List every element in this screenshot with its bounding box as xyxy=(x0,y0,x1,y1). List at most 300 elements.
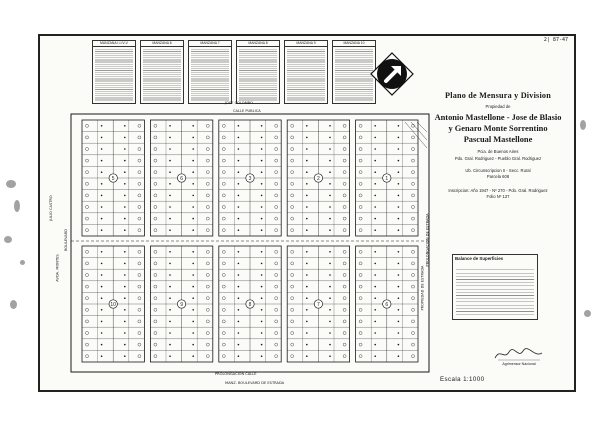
lot-marker xyxy=(138,159,141,162)
surveyor-stamp xyxy=(490,346,548,382)
lot-dot xyxy=(169,195,171,197)
lot-dot xyxy=(306,137,308,139)
lot-marker xyxy=(343,297,346,300)
lot-dot xyxy=(238,218,240,220)
lot-marker xyxy=(359,136,362,139)
lot-marker xyxy=(359,124,362,127)
scan-smudge xyxy=(10,300,17,309)
top-boundary-label: JOSE COLOMBO xyxy=(225,101,253,105)
lot-table-rows xyxy=(335,48,373,101)
lot-marker xyxy=(275,194,278,197)
lot-dot xyxy=(329,355,331,357)
lot-marker xyxy=(343,206,346,209)
lot-marker xyxy=(291,171,294,174)
lot-marker xyxy=(206,217,209,220)
lot-dot xyxy=(124,355,126,357)
lot-dot xyxy=(261,286,263,288)
block-number: 1 xyxy=(385,176,389,182)
area-balance-title: Balance de Superficies xyxy=(455,256,504,261)
scan-smudge xyxy=(4,236,12,243)
lot-marker xyxy=(222,250,225,253)
lot-marker xyxy=(206,274,209,277)
lot-dot xyxy=(238,344,240,346)
lot-marker xyxy=(412,136,415,139)
lot-marker xyxy=(138,343,141,346)
lot-dot xyxy=(398,297,400,299)
lot-marker xyxy=(275,124,278,127)
lot-dot xyxy=(238,309,240,311)
lot-dot xyxy=(398,263,400,265)
scan-smudge xyxy=(20,260,25,265)
lot-dot xyxy=(238,137,240,139)
lot-dot xyxy=(169,309,171,311)
lot-dot xyxy=(192,125,194,127)
lot-dot xyxy=(101,125,103,127)
lot-marker xyxy=(138,229,141,232)
scan-smudge xyxy=(580,120,586,130)
lot-marker xyxy=(138,206,141,209)
lot-marker xyxy=(291,136,294,139)
owner-line-2: y Genaro Monte Sorrentino xyxy=(448,124,548,133)
lot-dot xyxy=(329,297,331,299)
lot-table-rows xyxy=(287,48,325,101)
lot-dot xyxy=(306,309,308,311)
lot-marker xyxy=(138,148,141,151)
lot-table-header: MANZANA 10 xyxy=(333,41,375,47)
lot-dot xyxy=(169,263,171,265)
lot-marker xyxy=(222,285,225,288)
lot-dot xyxy=(238,160,240,162)
top-street-label: CALLE PUBLICA xyxy=(233,109,261,113)
lot-dot xyxy=(329,171,331,173)
block-number: 2 xyxy=(317,176,320,182)
lot-marker xyxy=(412,182,415,185)
lot-marker xyxy=(222,159,225,162)
block-number: 9 xyxy=(180,302,183,308)
lot-marker xyxy=(206,343,209,346)
lot-dot xyxy=(192,297,194,299)
lot-dot xyxy=(398,344,400,346)
lot-marker xyxy=(275,343,278,346)
lot-marker xyxy=(206,250,209,253)
lot-marker xyxy=(222,148,225,151)
lot-marker xyxy=(412,206,415,209)
lot-dot xyxy=(398,195,400,197)
lot-marker xyxy=(138,250,141,253)
lot-marker xyxy=(412,355,415,358)
lot-marker xyxy=(222,262,225,265)
lot-dot xyxy=(169,218,171,220)
lot-dot xyxy=(169,206,171,208)
lot-marker xyxy=(138,297,141,300)
lot-marker xyxy=(291,343,294,346)
lot-marker xyxy=(206,206,209,209)
lot-marker xyxy=(359,217,362,220)
lot-marker xyxy=(86,159,89,162)
lot-marker xyxy=(359,229,362,232)
lot-marker xyxy=(154,159,157,162)
subdivision-plan xyxy=(64,101,435,380)
lot-dot xyxy=(329,137,331,139)
lot-dot xyxy=(329,195,331,197)
lot-dot xyxy=(192,332,194,334)
lot-marker xyxy=(275,355,278,358)
lot-marker xyxy=(412,320,415,323)
lot-marker xyxy=(206,262,209,265)
lot-marker xyxy=(222,332,225,335)
lot-dot xyxy=(238,355,240,357)
lot-dot xyxy=(169,344,171,346)
lot-marker xyxy=(86,285,89,288)
lot-dot xyxy=(261,183,263,185)
lot-table-header: MANZANA 7 xyxy=(189,41,231,47)
lot-dot xyxy=(101,148,103,150)
lot-dot xyxy=(374,309,376,311)
lot-marker xyxy=(275,229,278,232)
lot-marker xyxy=(154,182,157,185)
lot-dot xyxy=(261,263,263,265)
lot-marker xyxy=(275,285,278,288)
lot-dot xyxy=(192,263,194,265)
lot-dot xyxy=(374,171,376,173)
lot-dot xyxy=(374,183,376,185)
lot-marker xyxy=(138,320,141,323)
lot-marker xyxy=(206,320,209,323)
lot-dot xyxy=(101,206,103,208)
lot-dot xyxy=(306,286,308,288)
lot-dot xyxy=(101,183,103,185)
lot-marker xyxy=(412,274,415,277)
lot-marker xyxy=(154,343,157,346)
lot-dot xyxy=(329,125,331,127)
inscription-line-2: Folio Nº 137 xyxy=(486,194,510,199)
lot-dot xyxy=(306,274,308,276)
lot-dot xyxy=(374,355,376,357)
sheet-code: 2| 87-47 xyxy=(543,37,568,43)
lot-dot xyxy=(169,286,171,288)
lot-dot xyxy=(169,229,171,231)
lot-dot xyxy=(192,251,194,253)
lot-dot xyxy=(374,160,376,162)
lot-marker xyxy=(154,194,157,197)
lot-dot xyxy=(306,218,308,220)
lot-table-rows xyxy=(143,48,181,101)
lot-marker xyxy=(291,148,294,151)
lot-marker xyxy=(412,229,415,232)
lot-dot xyxy=(169,171,171,173)
lot-dot xyxy=(261,274,263,276)
lot-marker xyxy=(343,285,346,288)
lot-dot xyxy=(306,263,308,265)
lot-dot xyxy=(261,344,263,346)
lot-marker xyxy=(275,297,278,300)
hatch-line xyxy=(411,122,427,140)
lot-dot xyxy=(169,332,171,334)
lot-marker xyxy=(86,320,89,323)
lot-marker xyxy=(343,148,346,151)
lot-dot xyxy=(398,160,400,162)
lot-marker xyxy=(222,274,225,277)
lot-marker xyxy=(86,343,89,346)
lot-dot xyxy=(374,344,376,346)
lot-dot xyxy=(261,229,263,231)
lot-marker xyxy=(291,308,294,311)
lot-dot xyxy=(306,344,308,346)
lot-marker xyxy=(138,308,141,311)
lot-marker xyxy=(222,320,225,323)
lot-marker xyxy=(86,217,89,220)
lot-dot xyxy=(192,148,194,150)
lot-dot xyxy=(398,251,400,253)
lot-marker xyxy=(359,343,362,346)
lot-dot xyxy=(192,274,194,276)
lot-dot xyxy=(101,297,103,299)
lot-dot xyxy=(124,171,126,173)
lot-marker xyxy=(291,124,294,127)
lot-dot xyxy=(101,309,103,311)
lot-table xyxy=(188,40,232,104)
lot-marker xyxy=(343,171,346,174)
lot-dot xyxy=(101,286,103,288)
north-arrow-icon xyxy=(370,52,414,96)
lot-marker xyxy=(206,308,209,311)
lot-marker xyxy=(343,229,346,232)
lot-marker xyxy=(86,171,89,174)
lot-dot xyxy=(192,355,194,357)
lot-dot xyxy=(124,125,126,127)
lot-marker xyxy=(291,217,294,220)
block-number: 5 xyxy=(111,176,115,182)
lot-marker xyxy=(343,262,346,265)
lot-dot xyxy=(398,309,400,311)
lot-dot xyxy=(306,148,308,150)
area-balance-table xyxy=(452,254,538,320)
lot-marker xyxy=(343,355,346,358)
scan-smudge xyxy=(6,180,16,188)
lot-marker xyxy=(206,136,209,139)
lot-marker xyxy=(154,124,157,127)
lot-marker xyxy=(275,148,278,151)
lot-dot xyxy=(261,160,263,162)
lot-dot xyxy=(101,355,103,357)
lot-dot xyxy=(306,321,308,323)
lot-marker xyxy=(222,136,225,139)
lot-tables xyxy=(92,40,380,104)
lot-dot xyxy=(169,125,171,127)
lot-marker xyxy=(206,182,209,185)
lot-dot xyxy=(101,229,103,231)
lot-marker xyxy=(343,274,346,277)
stamp-text: Agrimensor Nacional xyxy=(502,362,536,366)
lot-dot xyxy=(306,297,308,299)
owner-line-1: Antonio Mastellone - Jose de Blasio xyxy=(434,113,562,122)
lot-dot xyxy=(101,251,103,253)
lot-marker xyxy=(291,285,294,288)
lot-marker xyxy=(359,194,362,197)
lot-marker xyxy=(138,262,141,265)
lot-marker xyxy=(359,171,362,174)
lot-marker xyxy=(359,206,362,209)
lot-marker xyxy=(206,355,209,358)
location-line-2: Parcela 608 xyxy=(486,174,510,179)
lot-table xyxy=(236,40,280,104)
lot-marker xyxy=(412,148,415,151)
lot-dot xyxy=(169,148,171,150)
lot-marker xyxy=(154,274,157,277)
lot-dot xyxy=(124,274,126,276)
lot-marker xyxy=(291,206,294,209)
lot-marker xyxy=(206,159,209,162)
lot-marker xyxy=(222,229,225,232)
lot-dot xyxy=(169,137,171,139)
lot-marker xyxy=(154,148,157,151)
lot-dot xyxy=(398,183,400,185)
lot-table xyxy=(92,40,136,104)
lot-dot xyxy=(238,148,240,150)
lot-dot xyxy=(306,332,308,334)
lot-dot xyxy=(238,321,240,323)
lot-marker xyxy=(343,182,346,185)
lot-marker xyxy=(291,332,294,335)
lot-dot xyxy=(261,251,263,253)
lot-dot xyxy=(124,183,126,185)
left-boundary-label: JULIO CASTRO xyxy=(48,195,53,221)
lot-dot xyxy=(329,286,331,288)
lot-dot xyxy=(169,321,171,323)
lot-dot xyxy=(124,263,126,265)
lot-marker xyxy=(222,182,225,185)
scan-smudge xyxy=(584,310,591,317)
lot-table-rows xyxy=(191,48,229,101)
lot-dot xyxy=(261,125,263,127)
lot-marker xyxy=(86,194,89,197)
lot-marker xyxy=(86,124,89,127)
lot-marker xyxy=(86,229,89,232)
lot-marker xyxy=(222,194,225,197)
lot-marker xyxy=(412,194,415,197)
lot-marker xyxy=(86,182,89,185)
lot-dot xyxy=(261,218,263,220)
lot-dot xyxy=(238,274,240,276)
lot-marker xyxy=(138,194,141,197)
lot-marker xyxy=(359,297,362,300)
lot-marker xyxy=(154,171,157,174)
bottom-street-label: PROLONGACION CALLE xyxy=(215,372,257,376)
lot-dot xyxy=(306,355,308,357)
lot-marker xyxy=(359,159,362,162)
lot-marker xyxy=(412,308,415,311)
bottom-boundary-label: MANZ. BOULEVARD DE ESTRADA xyxy=(225,381,285,385)
lot-marker xyxy=(359,332,362,335)
lot-dot xyxy=(238,263,240,265)
province-line: Pcia. de Buenos Aires xyxy=(477,149,519,154)
left-avenue-label: AVDA. MONTES xyxy=(55,254,60,282)
lot-marker xyxy=(291,262,294,265)
lot-dot xyxy=(329,148,331,150)
hatch-line xyxy=(405,122,427,148)
lot-dot xyxy=(261,195,263,197)
lot-marker xyxy=(154,136,157,139)
lot-dot xyxy=(374,251,376,253)
lot-dot xyxy=(238,332,240,334)
lot-table-header: MANZANA I-I-IV-V xyxy=(93,41,135,47)
lot-dot xyxy=(306,160,308,162)
lot-dot xyxy=(124,218,126,220)
lot-marker xyxy=(206,124,209,127)
lot-dot xyxy=(169,183,171,185)
lot-dot xyxy=(374,218,376,220)
lot-dot xyxy=(124,344,126,346)
lot-dot xyxy=(238,125,240,127)
lot-marker xyxy=(206,148,209,151)
lot-dot xyxy=(306,195,308,197)
lot-marker xyxy=(412,217,415,220)
lot-dot xyxy=(261,332,263,334)
lot-marker xyxy=(291,297,294,300)
block-number: 10 xyxy=(110,302,116,308)
lot-marker xyxy=(206,332,209,335)
lot-marker xyxy=(138,285,141,288)
right-boundary-label: PROPIEDAD DE ESTRADA xyxy=(420,265,425,311)
lot-dot xyxy=(374,263,376,265)
lot-dot xyxy=(238,297,240,299)
lot-marker xyxy=(86,148,89,151)
lot-marker xyxy=(275,250,278,253)
lot-marker xyxy=(343,320,346,323)
lot-marker xyxy=(206,229,209,232)
lot-marker xyxy=(222,343,225,346)
lot-dot xyxy=(329,160,331,162)
lot-marker xyxy=(359,320,362,323)
lot-dot xyxy=(374,206,376,208)
lot-dot xyxy=(398,286,400,288)
lot-marker xyxy=(275,320,278,323)
lot-dot xyxy=(124,286,126,288)
lot-dot xyxy=(329,274,331,276)
lot-dot xyxy=(124,321,126,323)
lot-marker xyxy=(359,355,362,358)
lot-dot xyxy=(101,321,103,323)
lot-marker xyxy=(343,159,346,162)
lot-dot xyxy=(169,274,171,276)
lot-dot xyxy=(329,251,331,253)
lot-dot xyxy=(169,297,171,299)
block-number: 3 xyxy=(248,176,252,182)
lot-marker xyxy=(206,194,209,197)
lot-marker xyxy=(359,274,362,277)
lot-dot xyxy=(398,137,400,139)
lot-dot xyxy=(124,137,126,139)
lot-dot xyxy=(398,206,400,208)
lot-marker xyxy=(154,332,157,335)
lot-dot xyxy=(329,218,331,220)
right-street-label: PROLONGACION DE ESTRADA xyxy=(425,213,430,267)
lot-marker xyxy=(343,343,346,346)
lot-marker xyxy=(86,136,89,139)
lot-dot xyxy=(101,218,103,220)
lot-dot xyxy=(374,297,376,299)
lot-dot xyxy=(306,183,308,185)
lot-marker xyxy=(154,250,157,253)
lot-dot xyxy=(329,321,331,323)
lot-marker xyxy=(275,182,278,185)
lot-marker xyxy=(412,124,415,127)
lot-marker xyxy=(343,332,346,335)
lot-marker xyxy=(222,308,225,311)
lot-marker xyxy=(275,136,278,139)
lot-marker xyxy=(86,250,89,253)
lot-marker xyxy=(222,206,225,209)
